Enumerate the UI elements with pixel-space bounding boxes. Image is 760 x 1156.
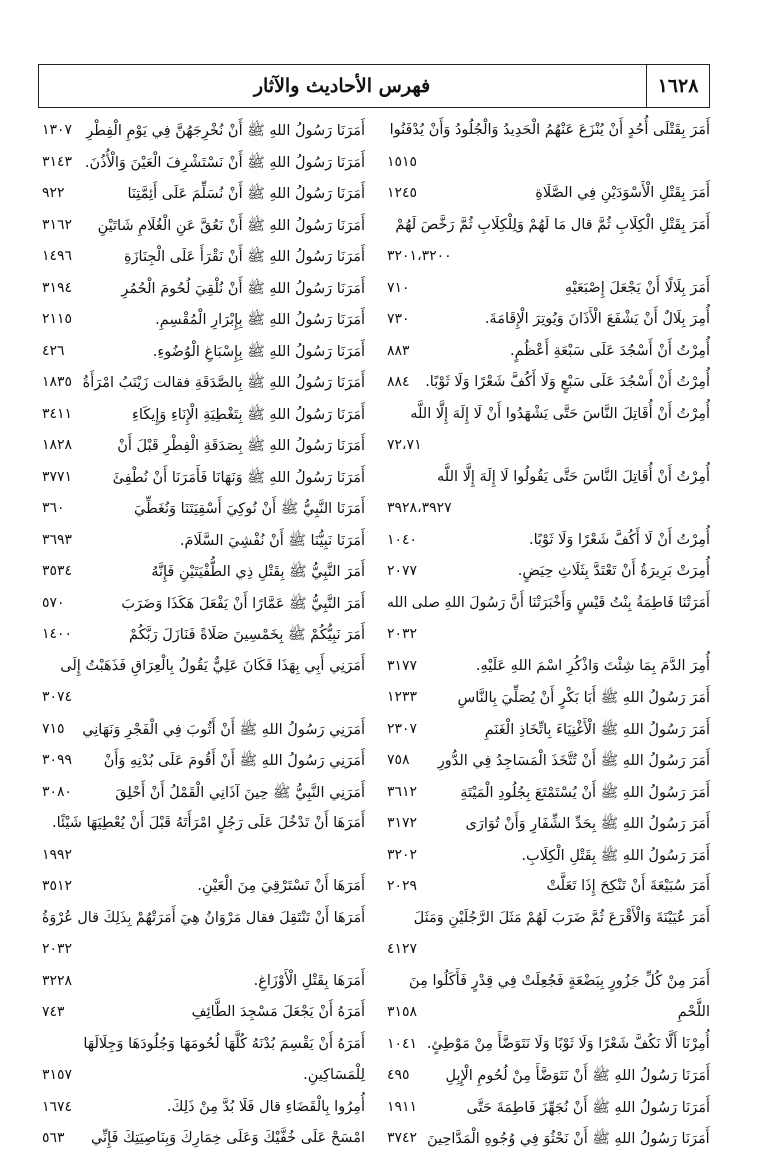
index-entry (42, 904, 365, 936)
index-entry (42, 274, 365, 306)
hadith-number: ١٠٤١ (387, 1035, 418, 1052)
hadith-number: ٨٨٣ (387, 342, 410, 359)
hadith-text: أَمَرَ عُيَيْنَةَ وَالْأَقْرَعَ ثُمَّ ضَرَبَ لَهُمْ مَثَلَ الرَّجُلَيْنِ وَمَثَلَ (413, 909, 710, 926)
index-entry (387, 211, 710, 243)
hadith-text: أَمَرَنِي أَبِي بِهَذَا فَكَانَ عَلِيٌّ يَقُولُ بِالْعِرَاقِ فَذَهَبْتُ إِلَى (60, 657, 365, 674)
index-entry (42, 1061, 365, 1093)
index-entry (387, 904, 710, 936)
hadith-number: ٧٥٨ (387, 752, 410, 768)
index-entry (42, 305, 365, 337)
hadith-number: ٣١٦٢ (42, 216, 73, 233)
index-entry (42, 242, 365, 274)
hadith-text: أَمَرَهَا أَنْ تَسْتَرْقِيَ مِنَ الْعَيْنِ. (197, 878, 365, 894)
hadith-text: أُمِرْتُ أَنْ لَا أَكُفَّ شَعْرًا وَلَا ثَوْبًا. (528, 531, 710, 548)
hadith-text: أَمَرَ رَسُولُ اللهِ ﷺ أَنْ تُتَّخَذَ الْمَسَاجِدُ فِي الدُّورِ (437, 753, 710, 769)
index-entry (42, 746, 365, 778)
index-entry (42, 967, 365, 999)
index-entry (42, 557, 365, 589)
hadith-text: أَمَرَ رَسُولُ اللهِ ﷺ بِحَدِّ الشِّفَارِ وَأَنْ تُوَارَى (465, 816, 710, 832)
index-entry (387, 368, 710, 400)
index-entry (42, 1124, 365, 1156)
hadith-number: ٤٩٥ (387, 1067, 410, 1083)
index-entry (387, 998, 710, 1030)
index-entry (42, 1093, 365, 1125)
hadith-number: ٥٧٠ (42, 594, 65, 611)
index-entry (387, 715, 710, 747)
hadith-text: أَمَرَ النَّبِيُّ ﷺ بِقَتْلِ ذِي الطُّفْيَتَيْنِ فَإِنَّهُ (151, 564, 365, 580)
page-number: ١٦٢٨ (657, 75, 699, 97)
hadith-text: امْسَحْ عَلَى خُفَّيْكَ وَعَلَى خِمَارِكَ وَبِنَاصِيَتِكَ فَإِنِّي (90, 1130, 365, 1146)
hadith-text: أَمَرَتْنَا فَاطِمَةُ بِنْتُ قَيْسٍ وَأَخْبَرَتْنَا أَنَّ رَسُولَ اللهِ صلى الله (387, 594, 710, 611)
hadith-text: أَمَرَنَا رَسُولُ اللهِ ﷺ بِتَغْطِيَةِ الْإِنَاءِ وَإِيكَاءِ (132, 406, 365, 423)
index-entry (42, 872, 365, 904)
hadith-text: أَمَرَ بِلَالًا أَنْ يَجْعَلَ إِصْبَعَيْهِ (564, 279, 710, 296)
hadith-text: أَمَرَنَا نَبِيُّنَا ﷺ أَنْ نُفْشِيَ السَّلَامَ. (179, 532, 365, 549)
hadith-number: ٥٦٣ (42, 1130, 65, 1146)
hadith-number: ١٢٤٥ (387, 185, 418, 201)
index-entry (42, 116, 365, 148)
index-entry (387, 1061, 710, 1093)
index-entry (387, 526, 710, 558)
hadith-number: ٣١٩٤ (42, 279, 73, 296)
hadith-number: ١٣٠٧ (42, 122, 73, 138)
hadith-number: ٣١٧٢ (387, 815, 418, 831)
index-entry (387, 872, 710, 904)
hadith-number: ٢٠٣٢ (387, 626, 418, 642)
page-title: فهرس الأحاديث والآثار (253, 75, 431, 97)
hadith-text: أُمِرْتُ أَنْ أَسْجُدَ عَلَى سَبْعَةِ أَعْظُمٍ. (510, 342, 710, 359)
index-entry (42, 179, 365, 211)
index-entry (387, 1093, 710, 1125)
hadith-text: أَمَرَهَا بِقَتْلِ الْأَوْزَاغِ. (253, 972, 365, 989)
index-entry (42, 337, 365, 369)
hadith-text: أَمَرَنَا رَسُولُ اللهِ ﷺ أَنْ نَعُقَّ عَنِ الْغُلَامِ شَاتَيْنِ (97, 217, 365, 234)
index-entry (387, 1030, 710, 1062)
hadith-text: أَمَرَنِي رَسُولُ اللهِ ﷺ أَنْ أَقُومَ عَلَى بُدْنِهِ وَأَنْ (103, 753, 365, 769)
hadith-text: أَمَرَهَا أَنْ تَنْتَقِلَ فقال مَرْوَانُ هِيَ أَمَرَتْهُمْ بِذَلِكَ قال عُرْوَةُ (41, 909, 365, 926)
hadith-text: أَمَرَنَا رَسُولُ اللهِ ﷺ أَنْ نَسْتَشْرِفَ الْعَيْنَ وَالْأُذُنَ. (84, 154, 365, 171)
hadith-text: أَمَرَهُ أَنْ يَجْعَلَ مَسْجِدَ الطَّائِفِ (191, 1004, 365, 1020)
hadith-number: ١٠٤٠ (387, 531, 418, 548)
hadith-number: ١٨٣٥ (42, 374, 73, 390)
index-entry (387, 967, 710, 999)
index-entry (42, 778, 365, 810)
hadith-number: ٩٢٢ (42, 185, 65, 201)
hadith-text: أَمَرَنَا رَسُولُ اللهِ ﷺ أَنْ نَتَوَضَّأَ مِنْ لُحُومِ الْإِبِلِ (445, 1068, 710, 1084)
index-entry (42, 683, 365, 715)
index-entry (387, 620, 710, 652)
hadith-number: ٧١٠ (387, 279, 410, 296)
hadith-text: أَمَرَنَا رَسُولُ اللهِ ﷺ أَنْ نُسَلِّمَ عَلَى أَئِمَّتِنَا (127, 186, 365, 202)
hadith-number: ٣٧٧١ (42, 468, 73, 485)
index-entry (42, 935, 365, 967)
hadith-text: أَمَرَ رَسُولُ اللهِ ﷺ الْأَغْنِيَاءَ بِاتِّخَاذِ الْغَنَمِ (484, 721, 710, 738)
hadith-text: أُمِرْتُ أَنْ أُقَاتِلَ النَّاسَ حَتَّى يَشْهَدُوا أَنْ لَا إِلَهَ إِلَّا اللَّه (410, 405, 710, 422)
hadith-number: ١٢٣٣ (387, 689, 418, 705)
index-entry (387, 589, 710, 621)
hadith-text: أَمَرَ النَّبِيُّ ﷺ عَمَّارًا أَنْ يَفْعَلَ هَكَذَا وَضَرَبَ (121, 595, 365, 612)
index-entry (387, 935, 710, 967)
index-entry (387, 463, 710, 495)
hadith-number: ٣٠٧٤ (42, 689, 73, 705)
hadith-text: اللَّحْمِ (677, 1004, 710, 1020)
hadith-text: أَمَرَ رَسُولُ اللهِ ﷺ أَنْ يُسْتَمْتَعَ بِجُلُودِ الْمَيْتَةِ (460, 784, 710, 801)
right-column (387, 116, 710, 1156)
hadith-text: أُمِرْتُ أَنْ أَسْجُدَ عَلَى سَبْعٍ وَلَا أَكُفَّ شَعْرًا وَلَا ثَوْبًا. (425, 374, 710, 390)
index-entry (387, 557, 710, 589)
index-entry (387, 841, 710, 873)
index-entry (387, 116, 710, 148)
hadith-number: ٣٧٤٢ (387, 1130, 418, 1146)
index-entry (387, 274, 710, 306)
hadith-number: ٣٠٨٠ (42, 783, 73, 800)
hadith-text: أُمِرُوا بِالْقَضَاءِ قال فَلَا بُدَّ مِنْ ذَلِكَ. (166, 1098, 365, 1115)
index-entry (42, 526, 365, 558)
hadith-number: ٣١٧٧ (387, 657, 418, 674)
hadith-text: أُمِرَ بِلَالٌ أَنْ يَشْفَعَ الْأَذَانَ وَيُوتِرَ الْإِقَامَةَ. (484, 311, 710, 327)
hadith-text: أُمِرَ الدَّمَ بِمَا شِئْتَ وَاذْكُرِ اسْمَ اللهِ عَلَيْهِ. (475, 657, 710, 674)
hadith-text: أَمَرَ بِقَتْلَى أُحُدٍ أَنْ يُنْزَعَ عَنْهُمُ الْحَدِيدُ وَالْجُلُودُ وَأَنْ يُدْفَنُوا (389, 122, 710, 138)
index-entry (42, 463, 365, 495)
hadith-number: ٨٨٤ (387, 374, 410, 390)
index-entry (387, 400, 710, 432)
hadith-text: أَمَرَنَا رَسُولُ اللهِ ﷺ أَنْ نَحْثُوَ فِي وُجُوهِ الْمَدَّاحِينَ (427, 1131, 710, 1147)
hadith-number: ٢٣٠٧ (387, 720, 418, 737)
index-entry (387, 494, 710, 526)
hadith-text: أَمَرَ بِقَتْلِ الْكِلَابِ ثُمَّ قال مَا لَهُمْ وَلِلْكِلَابِ ثُمَّ رَخَّصَ لَهُمْ (395, 216, 710, 233)
hadith-text: أَمَرَنَا النَّبِيُّ ﷺ أَنْ نُوكِيَ أَسْقِيَتَنَا وَنُغَطِّيَ (134, 501, 365, 517)
hadith-number: ٢٠٢٩ (387, 878, 418, 894)
hadith-number: ٣٦١٢ (387, 783, 418, 800)
hadith-text: أَمَرَنِي رَسُولُ اللهِ ﷺ أَنْ أَثُوبَ فِي الْفَجْرِ وَنَهَانِي (82, 721, 365, 738)
hadith-text: أَمَرَ مِنْ كُلِّ جَزُورٍ بِبَضْعَةٍ فَجُعِلَتْ فِي قِدْرٍ فَأَكَلُوا مِنَ (409, 972, 710, 989)
hadith-number: ٧٤٣ (42, 1004, 65, 1020)
index-entry (387, 683, 710, 715)
hadith-number: ٣٤١١ (42, 405, 73, 422)
index-entry (42, 589, 365, 621)
hadith-number: ٢٠٧٧ (387, 563, 418, 579)
hadith-text: أُمِرْنَا أَلَّا نَكُفَّ شَعْرًا وَلَا ثَوْبًا وَلَا نَتَوَضَّأَ مِنْ مَوْطِئٍ. (427, 1035, 710, 1052)
hadith-number: ٣١٤٣ (42, 153, 73, 170)
hadith-number: ٣٠٩٩ (42, 752, 73, 768)
hadith-text: أَمَرَهَا أَنْ تَدْخُلَ عَلَى رَجُلٍ امْرَأَتَهُ قَبْلَ أَنْ يُعْطِيَهَا شَيْئًا. (51, 815, 365, 831)
index-entry (42, 620, 365, 652)
hadith-text: أَمَرَنِي النَّبِيُّ ﷺ حِينَ آذَانِي الْقَمْلُ أَنْ أَحْلِقَ (115, 784, 365, 801)
hadith-text: أَمَرَ بِقَتْلِ الْأَسْوَدَيْنِ فِي الصَّلَاةِ (535, 185, 710, 201)
hadith-text: أَمَرَنَا رَسُولُ اللهِ ﷺ بِإِبْرَارِ الْمُقْسِمِ. (155, 312, 365, 328)
hadith-text: أَمَرَنَا رَسُولُ اللهِ ﷺ أَنْ نُجَهِّزَ فَاطِمَةَ حَتَّى (466, 1099, 710, 1116)
index-entry (387, 305, 710, 337)
hadith-number: ٢١١٥ (42, 311, 73, 327)
hadith-number: ١٥١٥ (387, 153, 418, 170)
hadith-text: أَمَرَنَا رَسُولُ اللهِ ﷺ وَنَهَانَا فَأَمَرَنَا أَنْ نُطْفِئَ (112, 469, 365, 486)
index-entry (387, 1124, 710, 1156)
index-entry (387, 431, 710, 463)
index-entry (42, 841, 365, 873)
hadith-text: أَمَرَهُ أَنْ يَقْسِمَ بُدْنَهُ كُلَّهَا لُحُومَهَا وَجُلُودَهَا وَجِلَالَهَا (83, 1035, 365, 1052)
hadith-number: ٧٣٠ (387, 311, 410, 327)
hadith-number: ٣٢٠٢ (387, 846, 418, 863)
page-header (38, 64, 710, 108)
index-entry (42, 400, 365, 432)
index-entry (387, 242, 710, 274)
hadith-number: ٣٥١٢ (42, 878, 73, 894)
hadith-number: ٣٥٣٤ (42, 563, 73, 579)
hadith-text: أَمَرَ رَسُولُ اللهِ ﷺ أَبَا بَكْرٍ أَنْ يُصَلِّيَ بِالنَّاسِ (457, 690, 710, 706)
hadith-text: أَمَرَنَا رَسُولُ اللهِ ﷺ بِإِسْبَاغِ الْوُضُوءِ. (152, 343, 365, 360)
index-entry (387, 778, 710, 810)
hadith-number: ٤١٢٧ (387, 941, 418, 957)
index-entry (387, 652, 710, 684)
index-entry (42, 998, 365, 1030)
hadith-text: أُمِرَتْ بَرِيرَةُ أَنْ تَعْتَدَّ بِثَلَاثِ حِيَضٍ. (517, 563, 710, 579)
hadith-number: ١٤٠٠ (42, 626, 73, 642)
header-divider (646, 65, 648, 107)
index-entry (42, 1030, 365, 1062)
index-entry (42, 715, 365, 747)
index-entry (387, 337, 710, 369)
index-entry (387, 809, 710, 841)
index-entry (42, 368, 365, 400)
index-entry (387, 746, 710, 778)
hadith-text: أَمَرَنَا رَسُولُ اللهِ ﷺ أَنْ نُخْرِجَهُنَّ فِي يَوْمِ الْفِطْرِ (86, 123, 365, 139)
hadith-text: أَمَرَنَا رَسُولُ اللهِ ﷺ أَنْ نُلْقِيَ لُحُومَ الْحُمُرِ (121, 280, 365, 297)
hadith-text: أَمَرَ نَبِيُّكُمْ ﷺ بِخَمْسِينَ صَلَاةً فَنَازَلَ رَبَّكُمْ (128, 627, 365, 643)
hadith-number: ٣٢٠١،٣٢٠٠ (387, 248, 452, 264)
index-entry (387, 179, 710, 211)
hadith-text: أَمَرَنَا رَسُولُ اللهِ ﷺ بِصَدَقَةِ الْفِطْرِ قَبْلَ أَنْ (117, 438, 365, 454)
index-entry (42, 148, 365, 180)
index-entry (42, 431, 365, 463)
index-entry (42, 652, 365, 684)
hadith-number: ٧٢،٧١ (387, 437, 422, 453)
hadith-text: أَمَرَنَا رَسُولُ اللهِ ﷺ أَنْ نَقْرَأَ عَلَى الْجِنَازَةِ (123, 249, 365, 265)
index-entry (387, 148, 710, 180)
index-entry (42, 211, 365, 243)
hadith-text: أَمَرَ سُبَيْعَةَ أَنْ تَنْكِحَ إِذَا تَعَلَّتْ (546, 878, 710, 894)
hadith-number: ٣٦٩٣ (42, 531, 73, 548)
hadith-number: ٤٢٦ (42, 342, 65, 359)
hadith-text: أُمِرْتُ أَنْ أُقَاتِلَ النَّاسَ حَتَّى يَقُولُوا لَا إِلَهَ إِلَّا اللَّه (437, 468, 710, 485)
hadith-number: ١٩١١ (387, 1098, 418, 1115)
hadith-text: أَمَرَنَا رَسُولُ اللهِ ﷺ بِالصَّدَقَةِ فقالت زَيْنَبُ امْرَأَةُ (82, 375, 365, 391)
hadith-number: ٢٠٣٢ (42, 941, 73, 957)
hadith-text: لِلْمَسَاكِينِ. (303, 1067, 365, 1083)
hadith-number: ٧١٥ (42, 720, 65, 737)
hadith-number: ٣٦٠ (42, 500, 65, 516)
hadith-number: ٣٢٢٨ (42, 972, 73, 989)
hadith-number: ٣١٥٨ (387, 1004, 418, 1020)
hadith-number: ٣١٥٧ (42, 1067, 73, 1083)
hadith-number: ١٦٧٤ (42, 1098, 73, 1115)
hadith-number: ١٨٢٨ (42, 437, 73, 453)
hadith-number: ١٤٩٦ (42, 248, 73, 264)
left-column (42, 116, 365, 1156)
index-entry (42, 494, 365, 526)
hadith-text: أَمَرَ رَسُولُ اللهِ ﷺ بِقَتْلِ الْكِلَابِ. (521, 847, 710, 864)
hadith-number: ١٩٩٢ (42, 846, 73, 863)
index-entry (42, 809, 365, 841)
hadith-number: ٣٩٢٨،٣٩٢٧ (387, 500, 452, 516)
